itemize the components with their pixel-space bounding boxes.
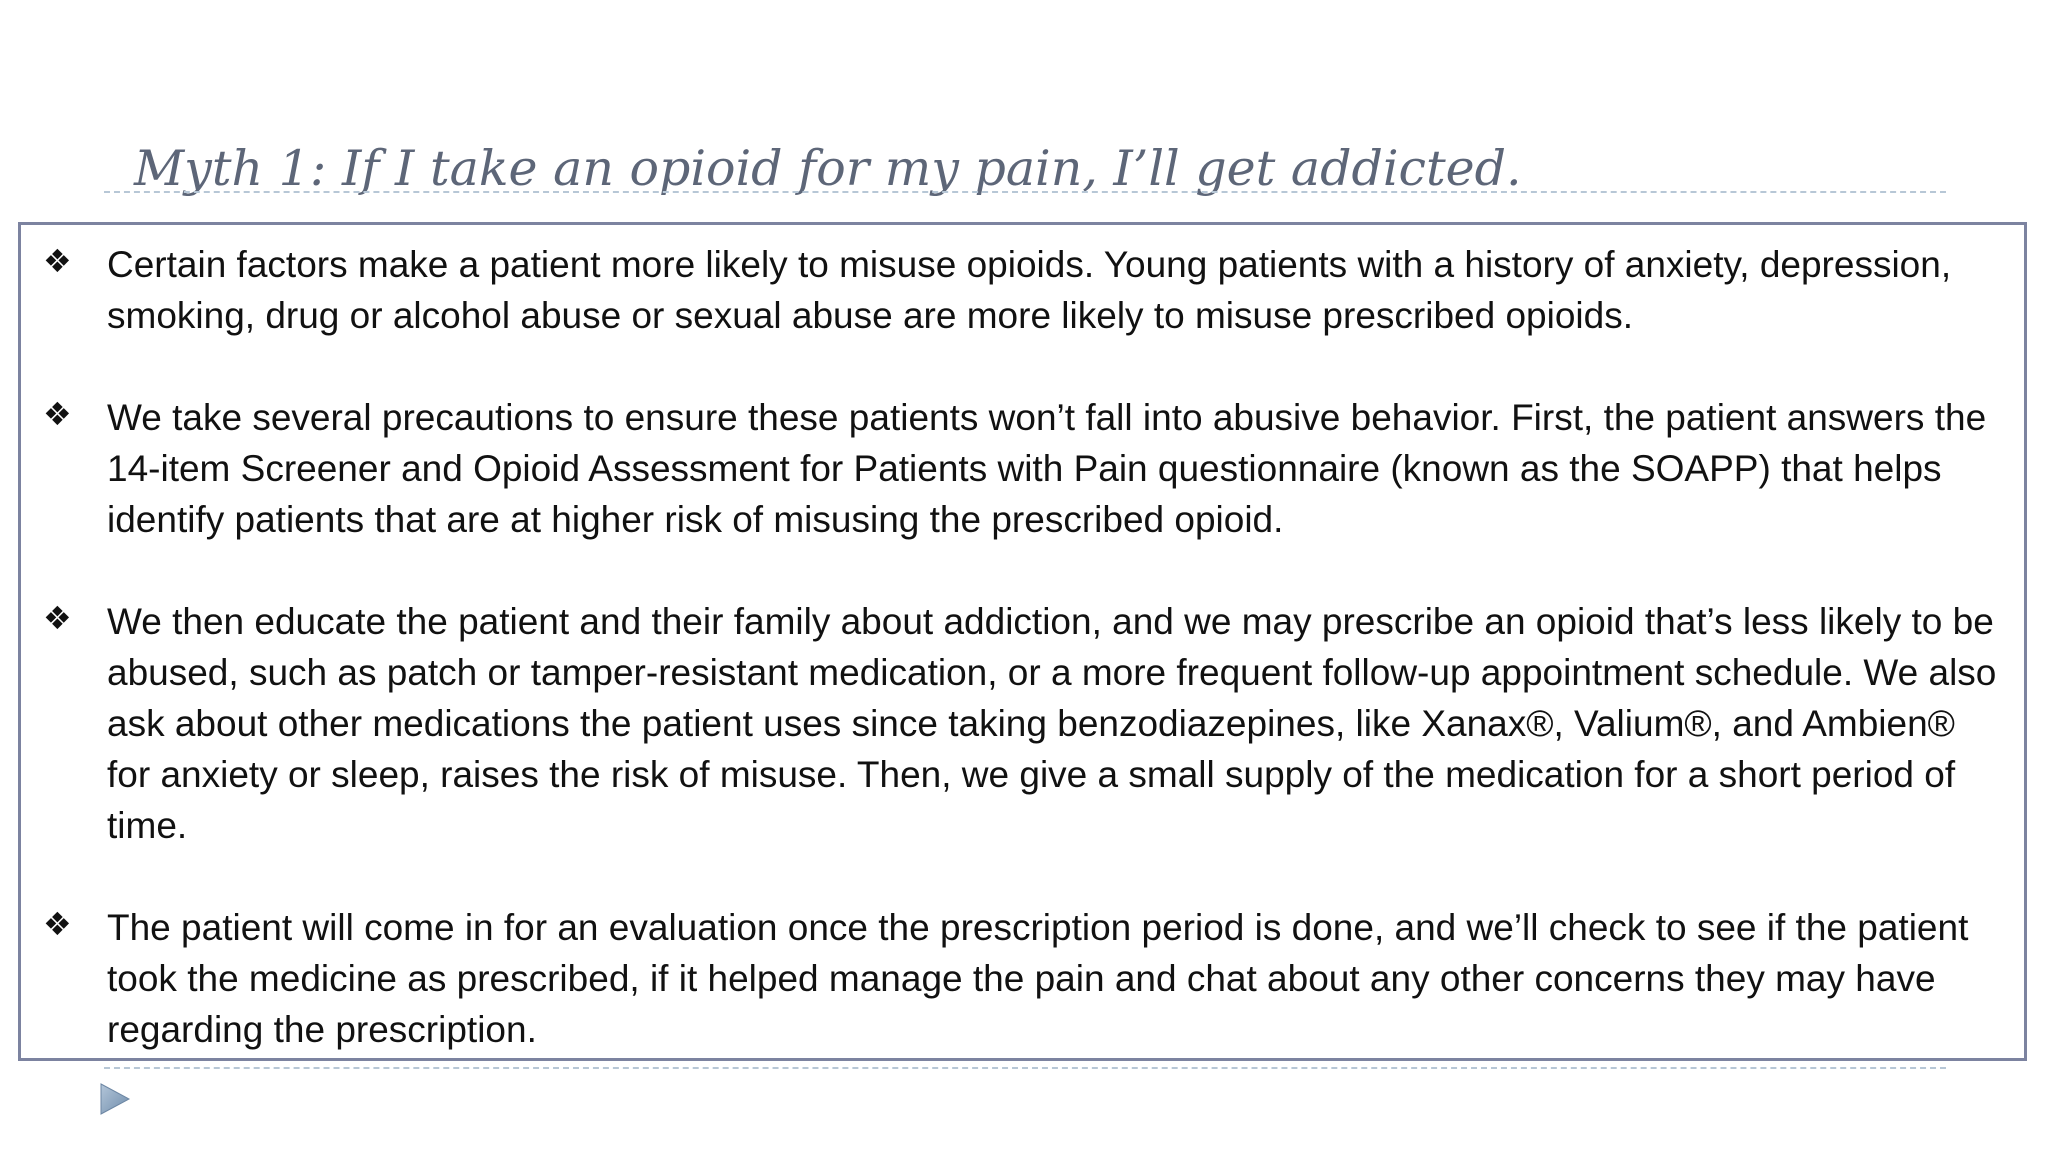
bullet-text: Certain factors make a patient more likely to misuse opioids. Young patients with a history of anxiety, depression, smoking, drug or alcohol abuse or sexual abuse are more likely to misuse prescribed opioids.	[107, 244, 1952, 336]
play-arrow-icon[interactable]	[96, 1081, 132, 1117]
bullet-item-evaluation	[21, 902, 2024, 1055]
diamond-cluster-icon: ❖	[43, 905, 72, 943]
slide-title: Myth 1: If I take an opioid for my pain, I’ll get addicted.	[134, 140, 1522, 197]
bullet-text: The patient will come in for an evaluation once the prescription period is done, and we’ll check to see if the patient took the medicine as prescribed, if it helped manage the pain and chat about any other concerns they may have regarding the prescription.	[107, 907, 1969, 1050]
bullet-item-precautions	[21, 392, 2024, 545]
diamond-cluster-icon: ❖	[43, 599, 72, 637]
content-box	[18, 222, 2027, 1061]
footer-dashed-divider	[104, 1067, 1946, 1069]
bullet-item-education	[21, 596, 2024, 851]
title-dashed-divider	[104, 191, 1946, 193]
bullet-text: We then educate the patient and their family about addiction, and we may prescribe an opioid that’s less likely to be abused, such as patch or tamper-resistant medication, or a more frequent follow-up appointment schedule. We also ask about other medications the patient uses since taking benzodiazepines, like Xanax®, Valium®, and Ambien® for anxiety or sleep, raises the risk of misuse. Then, we give a small supply of the medication for a short period of time.	[107, 601, 1997, 846]
diamond-cluster-icon: ❖	[43, 395, 72, 433]
bullet-item-risk-factors	[21, 239, 2024, 341]
bullet-text: We take several precautions to ensure these patients won’t fall into abusive behavior. First, the patient answers the 14-item Screener and Opioid Assessment for Patients with Pain questionnaire (known as the SOAPP) that helps identify patients that are at higher risk of misusing the prescribed opioid.	[107, 397, 1987, 540]
diamond-cluster-icon: ❖	[43, 242, 72, 280]
bullet-list	[21, 239, 2024, 1055]
